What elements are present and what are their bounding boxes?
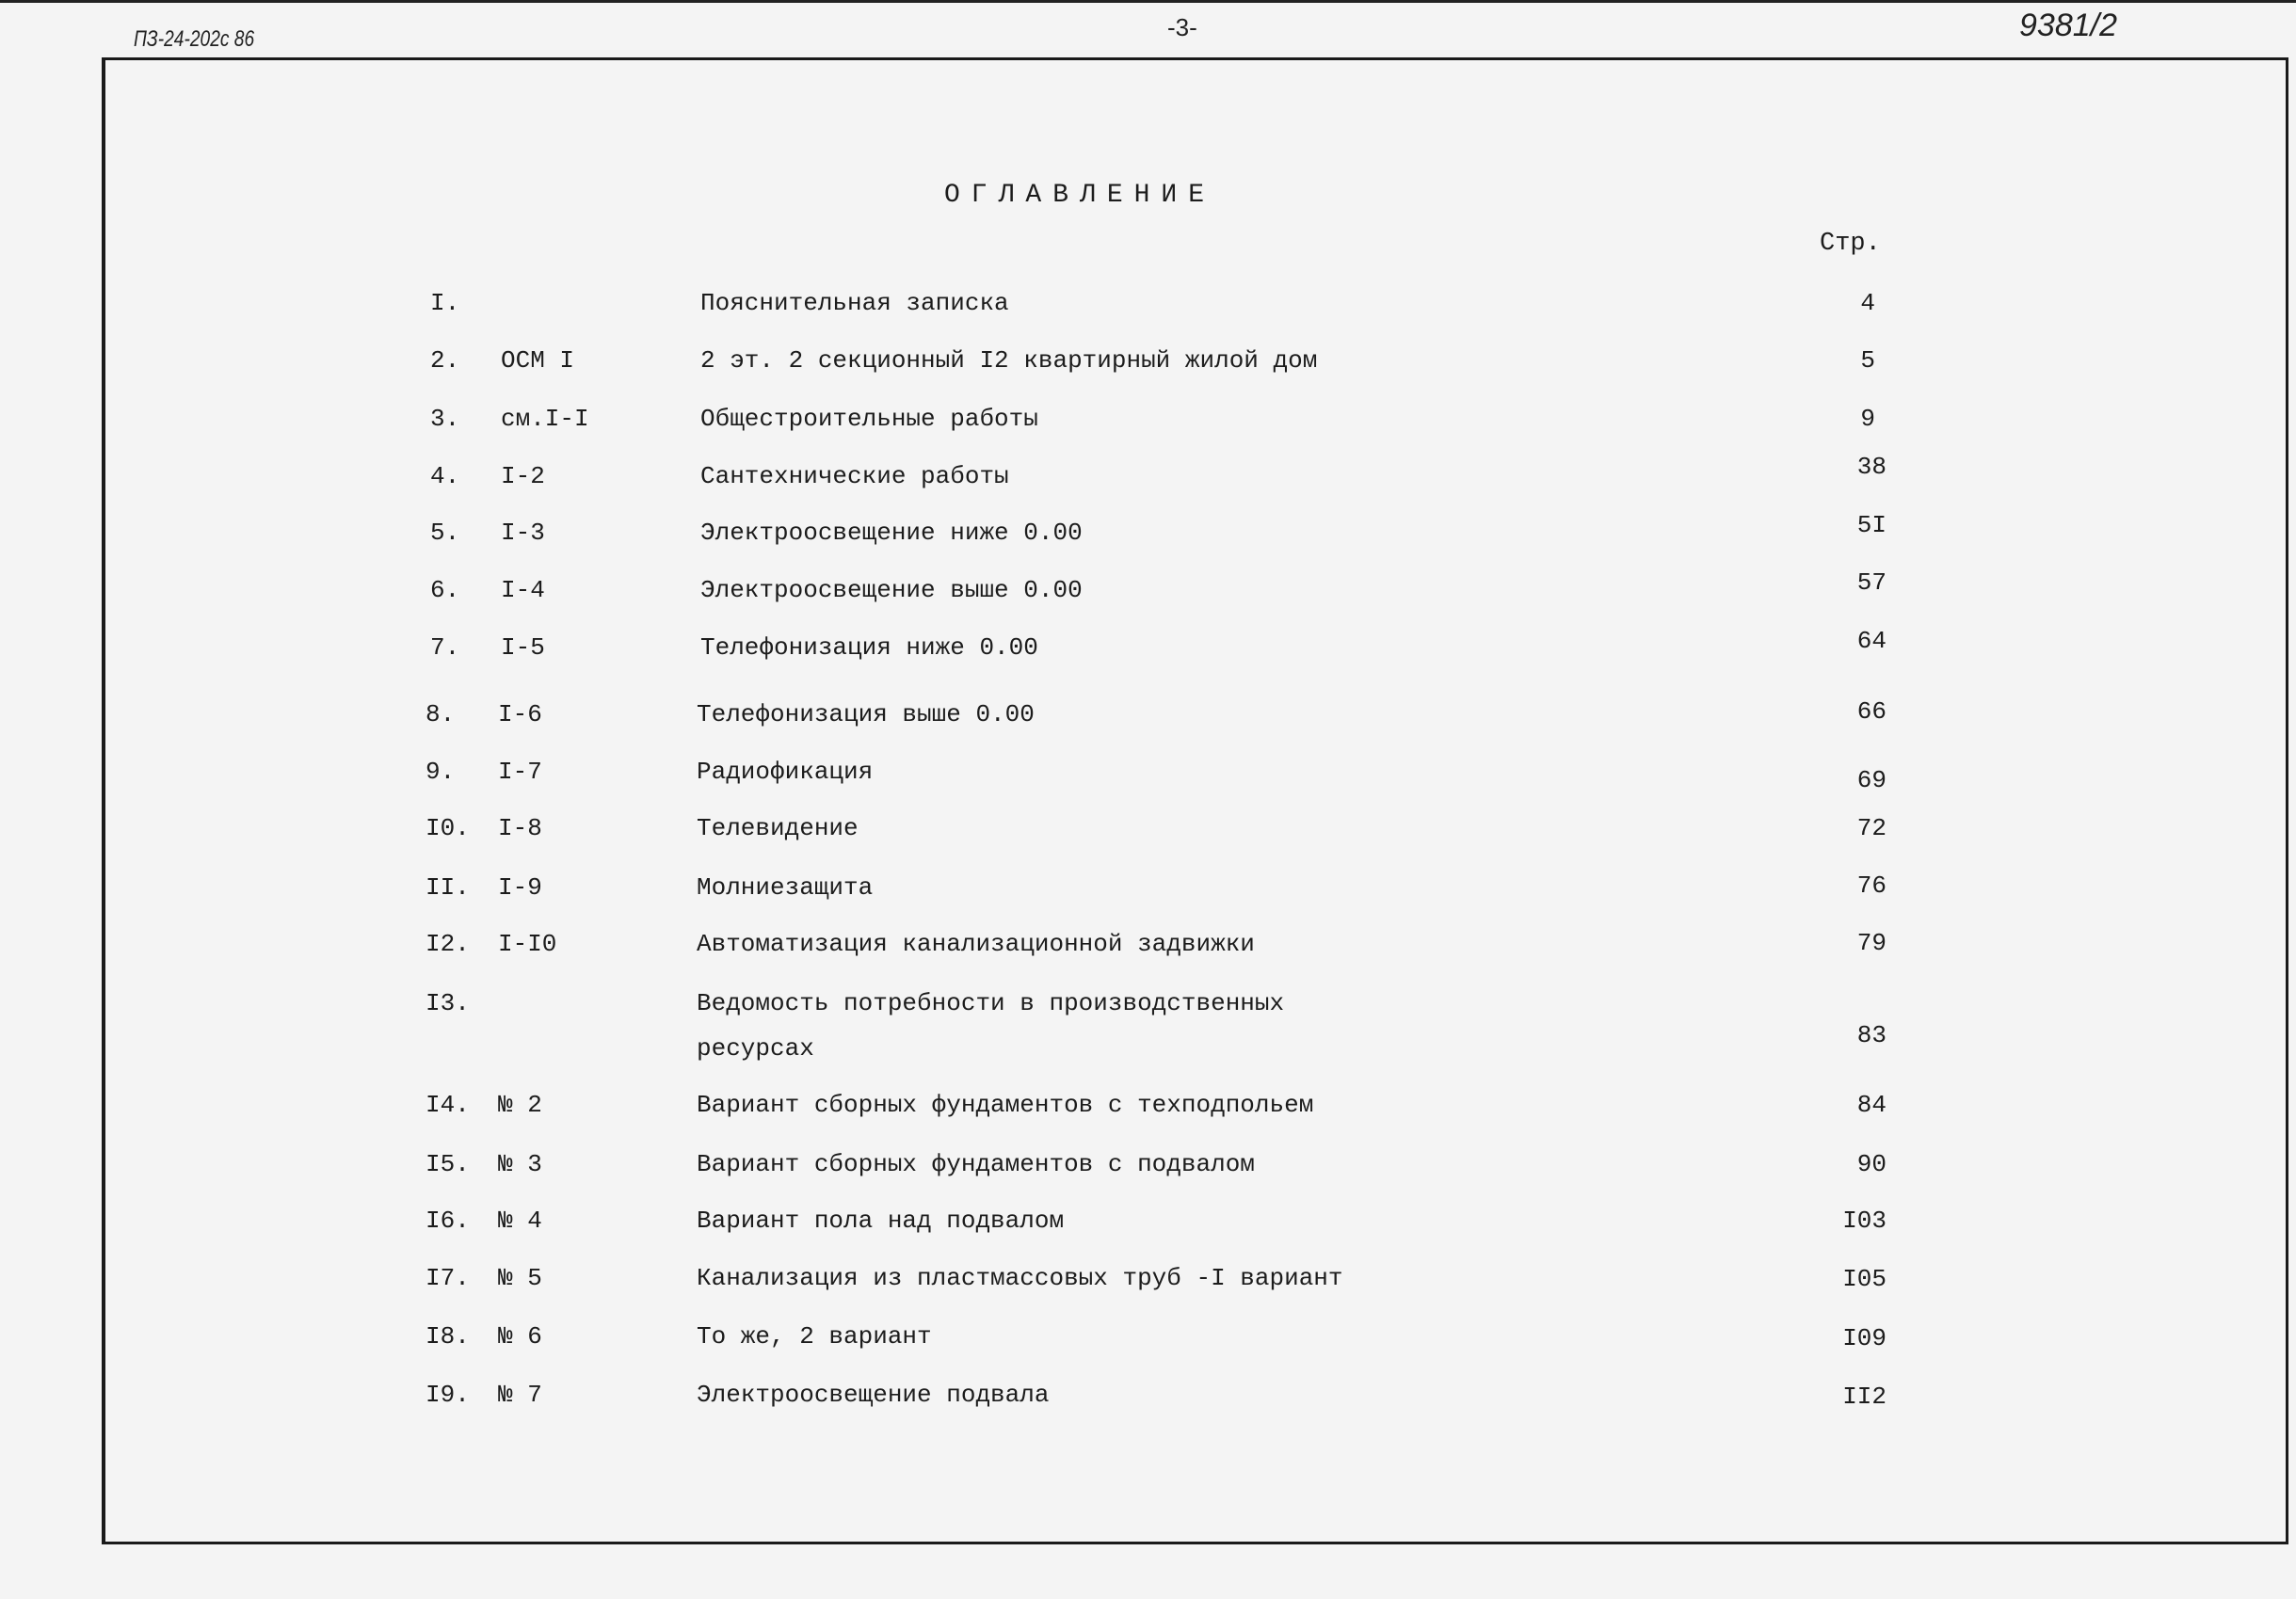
entry-title: Электроосвещение подвала xyxy=(697,1381,1050,1409)
entry-number: 2. xyxy=(430,346,460,375)
entry-title: Пояснительная записка xyxy=(700,289,1009,317)
entry-code: № 7 xyxy=(498,1381,542,1409)
entry-number: 5. xyxy=(430,519,460,547)
document-code: ПЗ-24-202с 86 xyxy=(134,26,255,52)
entry-page: 9 xyxy=(1860,405,1875,433)
entry-code: I-6 xyxy=(498,700,542,728)
entry-title: Электроосвещение выше 0.00 xyxy=(700,576,1083,604)
page-frame xyxy=(102,57,2288,1544)
top-border-line xyxy=(0,0,2296,3)
entry-code: I-2 xyxy=(501,462,545,490)
entry-number: 6. xyxy=(430,576,460,604)
entry-page: 84 xyxy=(1856,1091,1887,1119)
entry-title: Вариант сборных фундаментов с техподпольем xyxy=(697,1091,1314,1119)
entry-code: I-3 xyxy=(501,519,545,547)
entry-number: 7. xyxy=(430,633,460,662)
entry-page: I09 xyxy=(1842,1324,1887,1352)
page-number: -3- xyxy=(1167,13,1197,41)
entry-title: Молниезащита xyxy=(697,873,874,902)
entry-number: I. xyxy=(430,289,460,317)
entry-page: 4 xyxy=(1860,289,1875,317)
entry-number: I0. xyxy=(425,814,470,842)
entry-code: № 5 xyxy=(498,1264,542,1292)
entry-title: Телефонизация выше 0.00 xyxy=(697,700,1035,728)
entry-page: 38 xyxy=(1856,453,1887,481)
entry-code: см.I-I xyxy=(501,405,589,433)
entry-code: № 6 xyxy=(498,1322,542,1351)
entry-number: I6. xyxy=(425,1207,470,1235)
entry-title: Электроосвещение ниже 0.00 xyxy=(700,519,1083,547)
entry-code: № 3 xyxy=(498,1150,542,1178)
entry-title: Радиофикация xyxy=(697,758,874,786)
entry-code: I-4 xyxy=(501,576,545,604)
entry-number: I5. xyxy=(425,1150,470,1178)
entry-code: № 2 xyxy=(498,1091,542,1119)
entry-title: 2 эт. 2 секционный I2 квартирный жилой дом xyxy=(700,346,1318,375)
entry-number: 8. xyxy=(425,700,456,728)
entry-title: Телевидение xyxy=(697,814,859,842)
entry-code: I-5 xyxy=(501,633,545,662)
entry-code: I-9 xyxy=(498,873,542,902)
entry-page: 69 xyxy=(1856,766,1887,794)
entry-page: 5 xyxy=(1860,346,1875,375)
entry-title: Общестроительные работы xyxy=(700,405,1038,433)
entry-number: I7. xyxy=(425,1264,470,1292)
entry-page: 79 xyxy=(1856,929,1887,957)
entry-number: I9. xyxy=(425,1381,470,1409)
entry-number: 9. xyxy=(425,758,456,786)
entry-page: 66 xyxy=(1856,697,1887,726)
entry-number: 3. xyxy=(430,405,460,433)
page-column-header: Стр. xyxy=(1820,230,1881,258)
entry-title: Сантехнические работы xyxy=(700,462,1009,490)
entry-title: То же, 2 вариант xyxy=(697,1322,932,1351)
page-title: ОГЛАВЛЕНИЕ xyxy=(944,181,1216,210)
entry-page: 90 xyxy=(1856,1150,1887,1178)
entry-page: I05 xyxy=(1842,1265,1887,1293)
entry-code: I-7 xyxy=(498,758,542,786)
entry-page: 64 xyxy=(1856,627,1887,655)
entry-page: 76 xyxy=(1856,871,1887,900)
entry-number: II. xyxy=(425,873,470,902)
entry-page: 5I xyxy=(1856,511,1887,539)
entry-page: I03 xyxy=(1842,1207,1887,1235)
entry-title: Вариант пола над подвалом xyxy=(697,1207,1065,1235)
entry-title: Автоматизация канализационной задвижки xyxy=(697,930,1255,958)
entry-title: Канализация из пластмассовых труб -I вариант xyxy=(697,1264,1343,1292)
entry-code: № 4 xyxy=(498,1207,542,1235)
entry-page: 83 xyxy=(1856,1021,1887,1049)
entry-number: I2. xyxy=(425,930,470,958)
entry-page: II2 xyxy=(1842,1383,1887,1411)
entry-title: Вариант сборных фундаментов с подвалом xyxy=(697,1150,1255,1178)
entry-title-continued: ресурсах xyxy=(697,1034,814,1063)
entry-page: 72 xyxy=(1856,814,1887,842)
album-number: 9381/2 xyxy=(2019,8,2117,43)
entry-title: Ведомость потребности в производственных xyxy=(697,989,1285,1017)
entry-code: I-8 xyxy=(498,814,542,842)
entry-number: I4. xyxy=(425,1091,470,1119)
entry-number: I3. xyxy=(425,989,470,1017)
entry-title: Телефонизация ниже 0.00 xyxy=(700,633,1038,662)
entry-number: I8. xyxy=(425,1322,470,1351)
entry-number: 4. xyxy=(430,462,460,490)
entry-page: 57 xyxy=(1856,568,1887,597)
entry-code: ОСМ I xyxy=(501,346,575,375)
entry-code: I-I0 xyxy=(498,930,557,958)
